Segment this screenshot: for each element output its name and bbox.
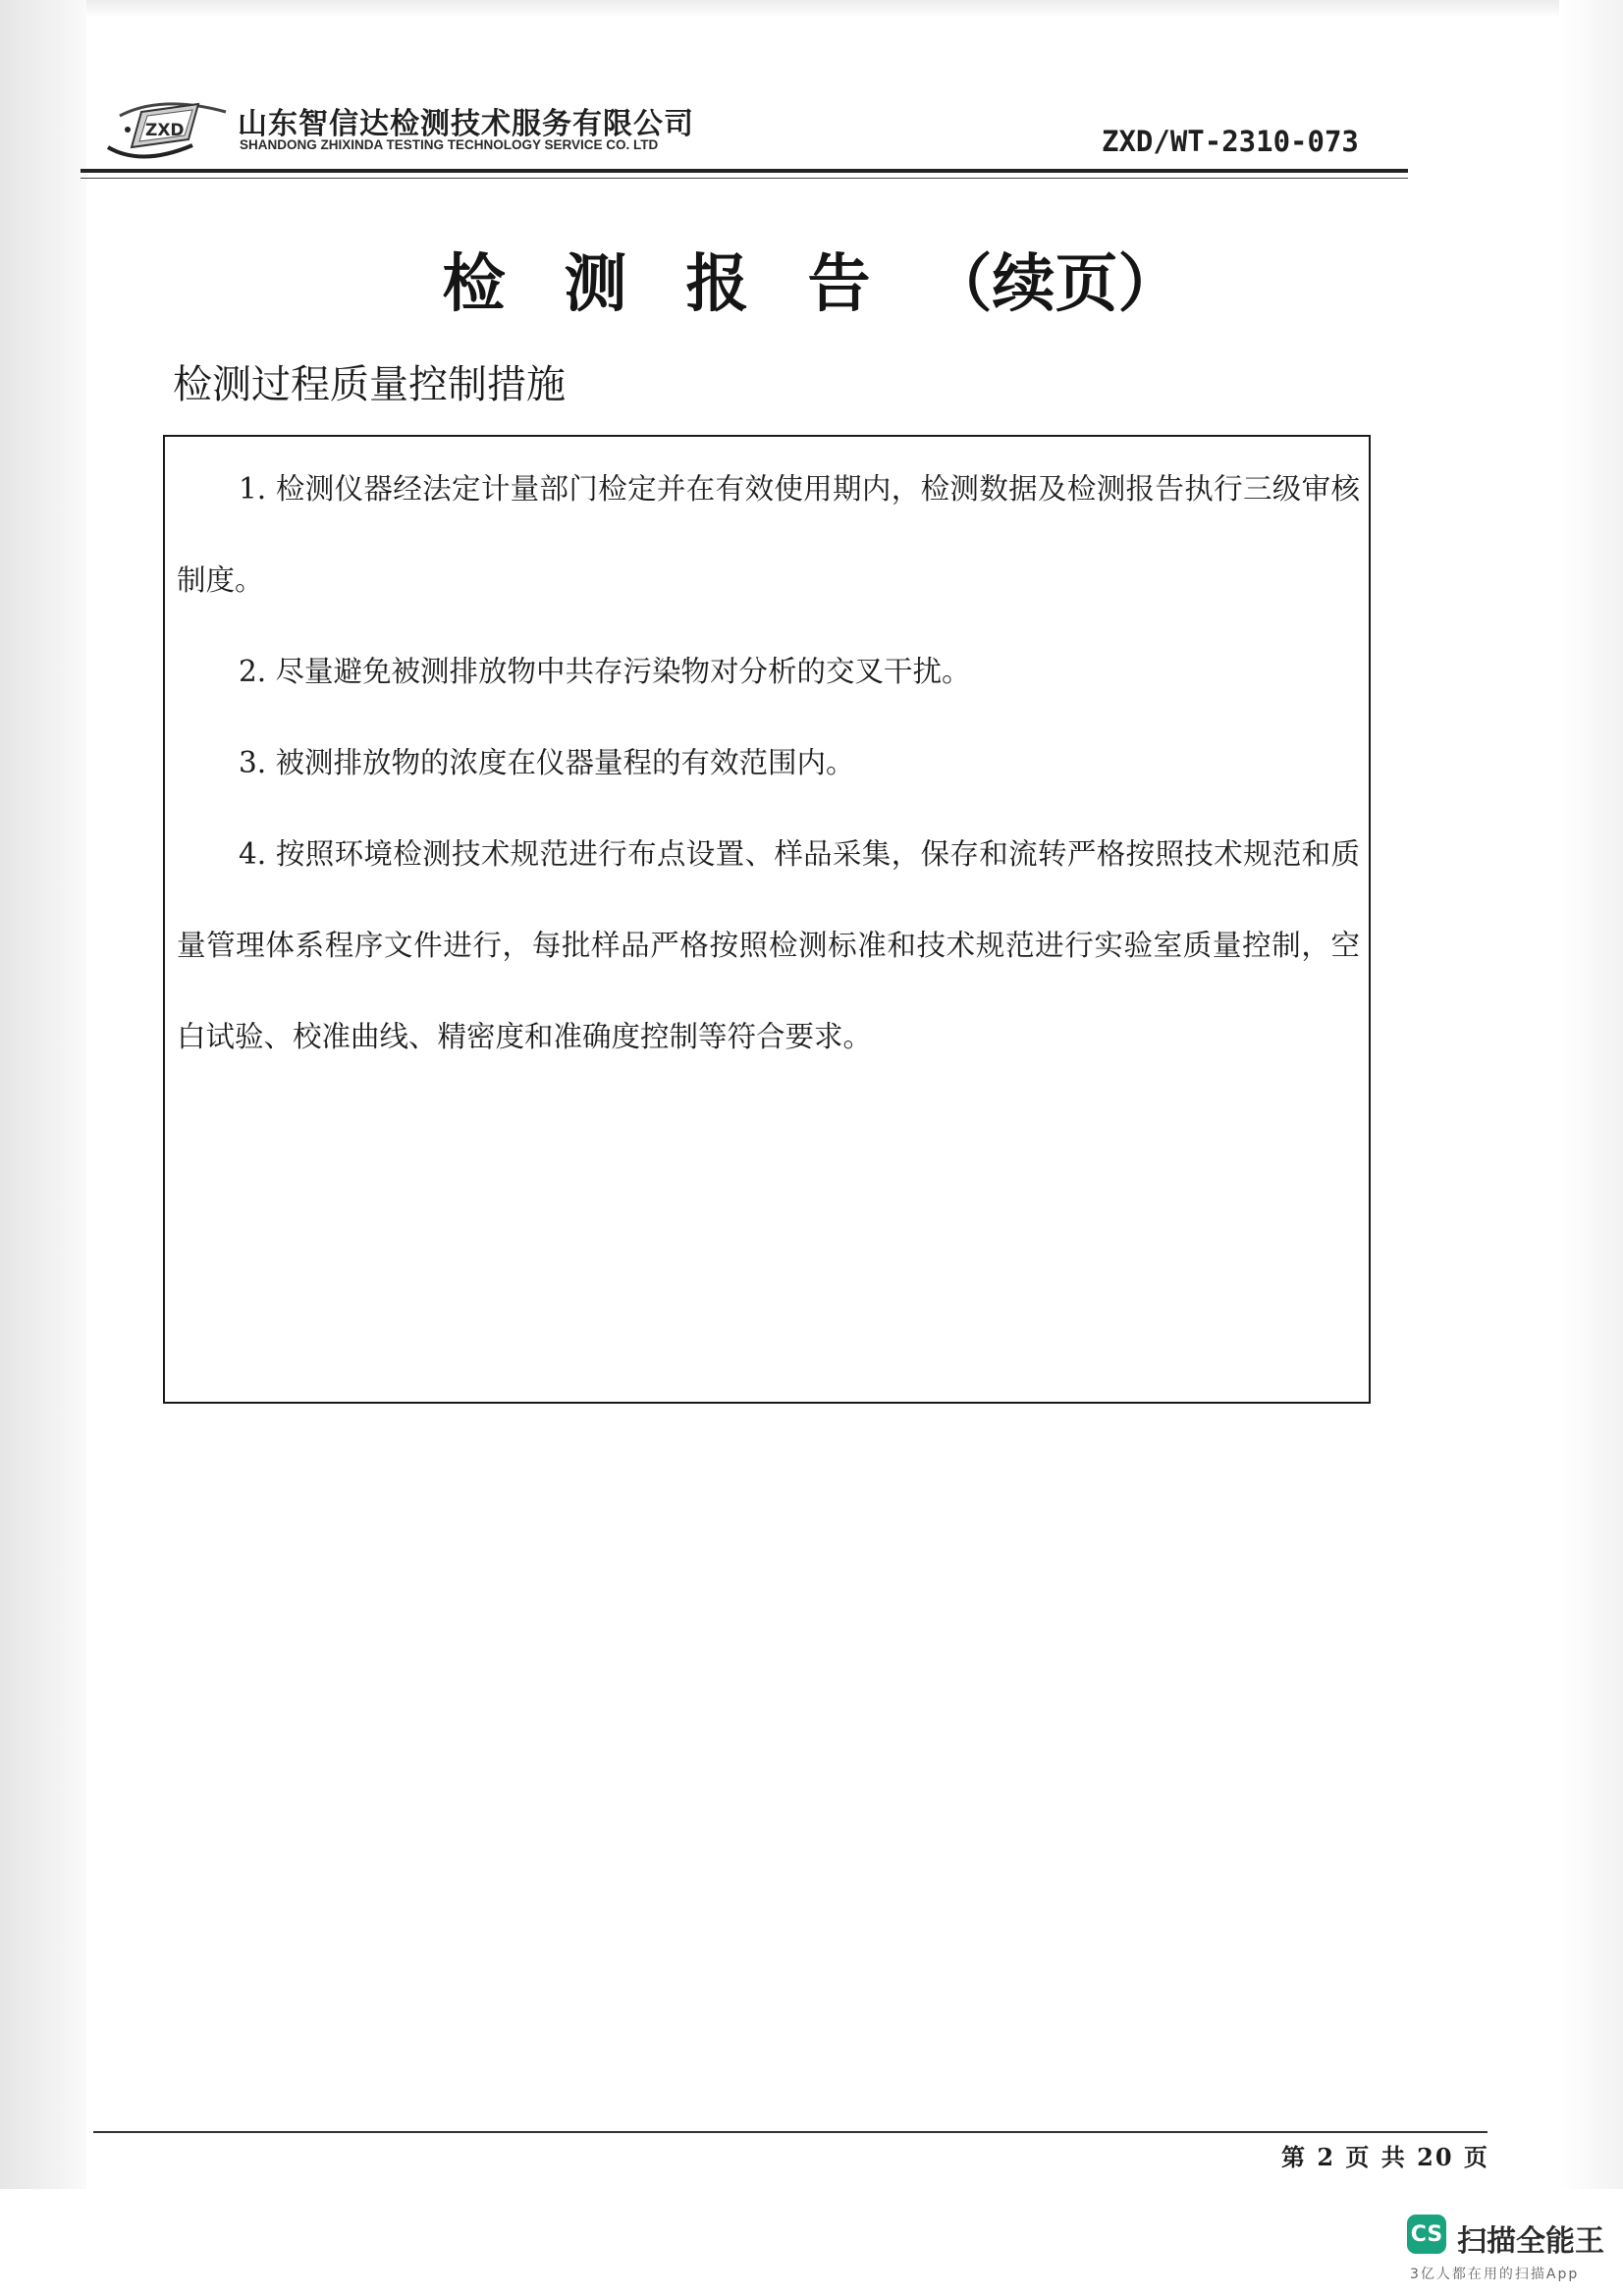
logo-text: ZXD (145, 121, 185, 140)
page-number: 第 2 页 共 20 页 (1281, 2143, 1489, 2171)
scanner-tagline: 3亿人都在用的扫描App (1410, 2267, 1580, 2282)
paragraph-2 (177, 626, 1360, 718)
header-divider-thin (81, 178, 1408, 179)
paragraph-text: 3. 被测排放物的浓度在仪器量程的有效范围内。 (239, 746, 855, 779)
scanner-app-icon: CS (1407, 2215, 1446, 2254)
page-title (0, 234, 1623, 324)
company-name-en: SHANDONG ZHIXINDA TESTING TECHNOLOGY SERVICE CO. LTD (240, 137, 659, 152)
content-box (163, 435, 1371, 1404)
page-title-main: 检测报告 (442, 247, 930, 321)
paragraph-1 (177, 444, 1360, 626)
paragraph-text: 2. 尽量避免被测排放物中共存污染物对分析的交叉干扰。 (239, 655, 971, 688)
company-logo-icon (102, 86, 232, 165)
paragraph-text: 4. 按照环境检测技术规范进行布点设置、样品采集，保存和流转严格按照技术规范和质量管理体系程序文件进行，每批样品严格按照检测标准和技术规范进行实验室质量控制，空白试验、校准曲线、精密度和准确度控制等符合要求。 (177, 837, 1360, 1053)
company-name-cn: 山东智信达检测技术服务有限公司 (238, 107, 694, 141)
scan-shadow-top (86, 0, 1559, 18)
scan-shadow-right (1559, 0, 1623, 2189)
scanner-footer-area (0, 2189, 1623, 2296)
page-title-suffix: （续页） (929, 247, 1181, 321)
paragraph-text: 1. 检测仪器经法定计量部门检定并在有效使用期内，检测数据及检测报告执行三级审核制度。 (177, 472, 1360, 597)
header-divider (81, 169, 1408, 173)
paragraph-4 (177, 809, 1360, 1083)
scan-shadow-left (0, 0, 86, 2189)
footer-divider (93, 2131, 1488, 2133)
report-number: ZXD/WT-2310-073 (1102, 125, 1359, 158)
scanner-app-name: 扫描全能王 (1457, 2224, 1604, 2259)
paragraph-3 (177, 718, 1360, 809)
section-heading: 检测过程质量控制措施 (173, 362, 566, 407)
